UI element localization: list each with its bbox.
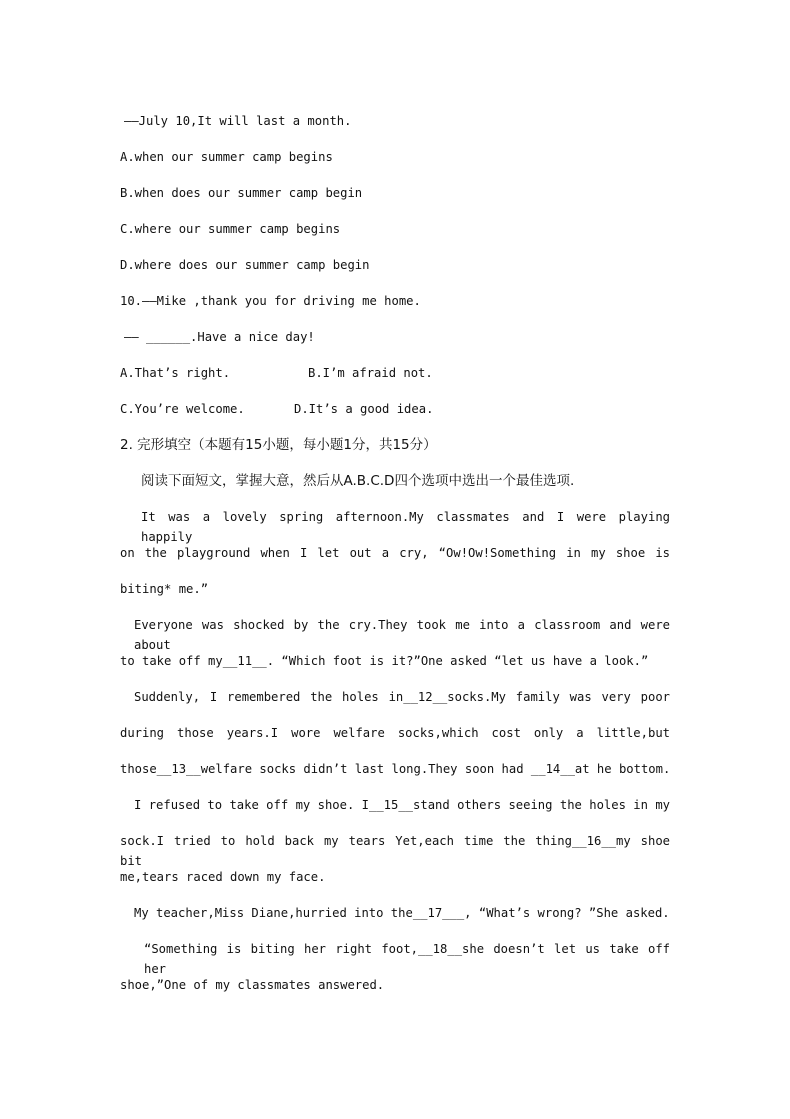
q9-answer-line: ——July 10,It will last a month. — [124, 114, 352, 128]
q10-question: 10.——Mike ,thank you for driving me home. — [120, 294, 421, 308]
passage-line: My teacher,Miss Diane,hurried into the__17___, “What’s wrong? ”She asked. — [134, 906, 670, 920]
q10-reply: —— ______.Have a nice day! — [124, 330, 315, 344]
q10-option-c: C.You’re welcome. — [120, 402, 245, 416]
passage-line: shoe,”One of my classmates answered. — [120, 978, 385, 992]
passage-line: to take off my__11__. “Which foot is it?”One asked “let us have a look.” — [120, 654, 649, 668]
passage-line: “Something is biting her right foot,__18__she doesn’t let us take off her — [144, 942, 670, 976]
q10-options-row-1 — [120, 363, 670, 383]
passage-line: I refused to take off my shoe. I__15__stand others seeing the holes in my — [134, 798, 670, 812]
passage-line: those__13__welfare socks didn’t last long.They soon had __14__at he bottom. — [120, 762, 671, 776]
q9-option-d: D.where does our summer camp begin — [120, 258, 370, 272]
passage-line: Suddenly, I remembered the holes in__12__socks.My family was very poor — [134, 690, 670, 704]
passage-line: on the playground when I let out a cry, “Ow!Ow!Something in my shoe is — [120, 546, 670, 560]
q9-option-a: A.when our summer camp begins — [120, 150, 333, 164]
q9-option-b: B.when does our summer camp begin — [120, 186, 363, 200]
passage-line: It was a lovely spring afternoon.My classmates and I were playing happily — [141, 510, 670, 544]
passage-line: sock.I tried to hold back my tears Yet,each time the thing__16__my shoe bit — [120, 834, 670, 868]
passage-line: biting* me.” — [120, 582, 209, 596]
q10-option-d: D.It’s a good idea. — [294, 402, 434, 416]
q10-option-b: B.I’m afraid not. — [308, 366, 433, 380]
passage-line: me,tears raced down my face. — [120, 870, 326, 884]
q10-option-a: A.That’s right. — [120, 366, 231, 380]
section-heading: 2. 完形填空（本题有15小题，每小题1分，共15分） — [120, 437, 437, 453]
passage-line: Everyone was shocked by the cry.They took me into a classroom and were about — [134, 618, 670, 652]
q10-options-row-2 — [120, 399, 670, 419]
passage-line: during those years.I wore welfare socks,which cost only a little,but — [120, 726, 670, 740]
section-instruction: 阅读下面短文，掌握大意，然后从A.B.C.D四个选项中选出一个最佳选项. — [141, 473, 575, 489]
q9-option-c: C.where our summer camp begins — [120, 222, 341, 236]
